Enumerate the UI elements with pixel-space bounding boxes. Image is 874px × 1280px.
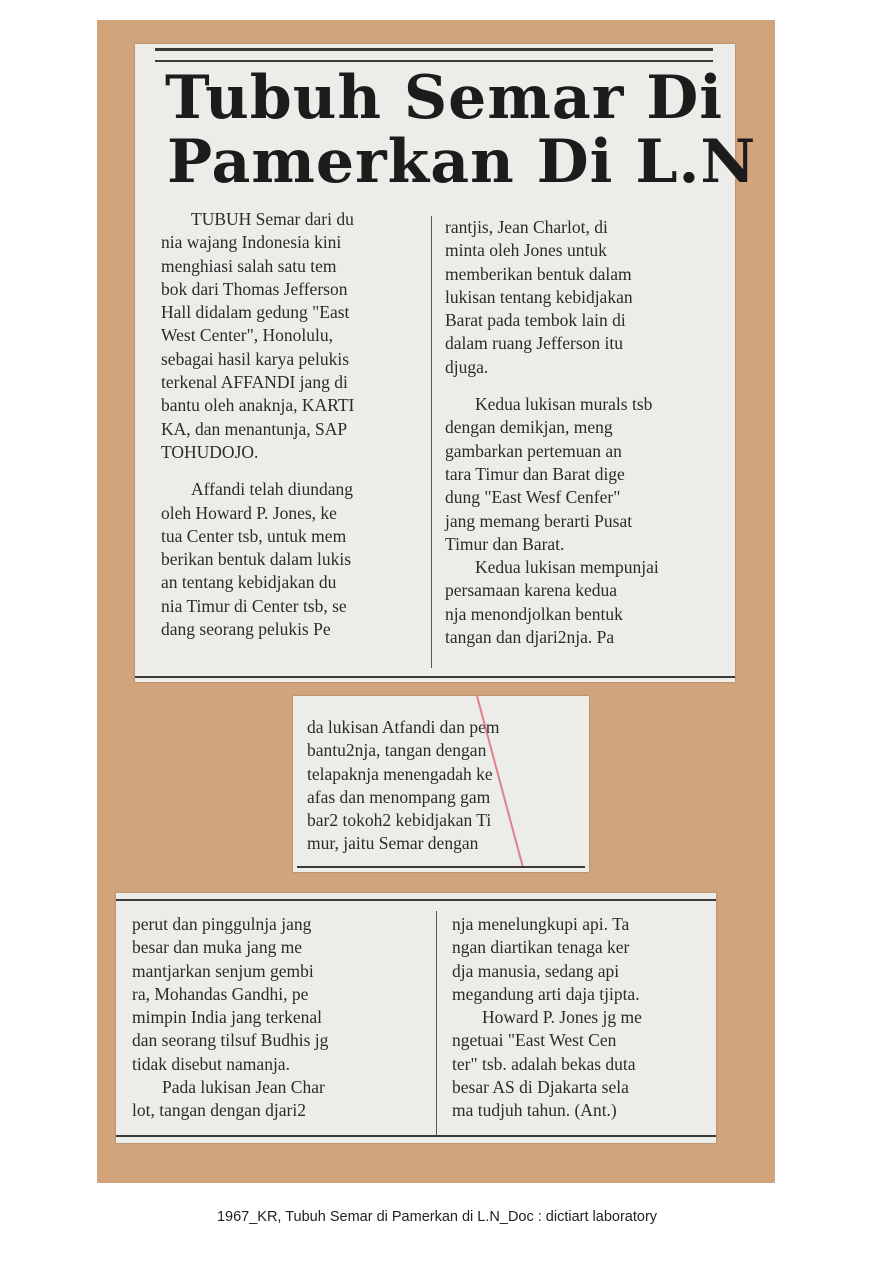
text-line: ngan diartikan tenaga ker — [452, 937, 630, 958]
newspaper-clipping-continuation — [293, 696, 589, 872]
column-divider — [431, 216, 432, 668]
text-line: mur, jaitu Semar dengan — [307, 833, 479, 854]
text-line: minta oleh Jones untuk — [445, 240, 607, 261]
bottom-rule — [297, 866, 585, 870]
text-line: Affandi telah diundang — [191, 479, 353, 500]
article-column-left — [161, 208, 423, 641]
text-line: persamaan karena kedua — [445, 580, 617, 601]
text-line: da lukisan Atfandi dan pem — [307, 717, 500, 737]
text-line: Pada lukisan Jean Char — [162, 1077, 325, 1098]
top-rule — [116, 899, 716, 903]
text-line: Timur dan Barat. — [445, 533, 565, 554]
newspaper-clipping-ending — [116, 893, 716, 1143]
text-line: dengan demikjan, meng — [445, 417, 613, 438]
text-line: bar2 tokoh2 kebidjakan Ti — [307, 810, 492, 831]
text-line: dan seorang tilsuf Budhis jg — [132, 1030, 329, 1051]
article-headline — [165, 63, 757, 197]
top-rule — [155, 48, 713, 62]
text-line: besar dan muka jang me — [132, 937, 303, 958]
text-line: TUBUH Semar dari du — [191, 209, 354, 229]
text-line: dung "East Wesf Cenfer" — [445, 487, 621, 508]
text-line: dalam ruang Jefferson itu — [445, 333, 624, 354]
text-line: megandung arti daja tjipta. — [452, 983, 640, 1004]
bottom-rule — [135, 676, 735, 682]
text-line: dja manusia, sedang api — [452, 960, 620, 981]
document-caption: 1967_KR, Tubuh Semar di Pamerkan di L.N_Doc : dictiart laboratory — [216, 1209, 658, 1225]
text-line: KA, dan menantunja, SAP — [161, 418, 348, 439]
text-line: gambarkan pertemuan an — [445, 440, 622, 461]
text-line: tua Center tsb, untuk mem — [161, 525, 347, 546]
text-line: jang memang berarti Pusat — [445, 510, 633, 531]
text-line: nia Timur di Center tsb, se — [161, 595, 347, 616]
text-line: rantjis, Jean Charlot, di — [445, 217, 608, 237]
text-line: berikan bentuk dalam lukis — [161, 549, 352, 570]
text-line: terkenal AFFANDI jang di — [161, 372, 348, 393]
text-line: Kedua lukisan murals tsb — [475, 394, 653, 415]
column-divider — [436, 911, 437, 1137]
paragraph-gap — [445, 379, 717, 393]
text-line: besar AS di Djakarta sela — [452, 1077, 629, 1098]
text-line: dang seorang pelukis Pe — [161, 619, 331, 640]
text-line: Kedua lukisan mempunjai — [475, 557, 659, 578]
text-line: ma tudjuh tahun. (Ant.) — [452, 1100, 617, 1121]
text-line: lot, tangan dengan djari2 — [132, 1100, 306, 1121]
bottom-rule — [116, 1135, 716, 1139]
text-line: nia wajang Indonesia kini — [161, 232, 342, 253]
text-line: tidak disebut namanja. — [132, 1053, 290, 1074]
article-column — [307, 716, 579, 856]
article-column-right — [445, 216, 717, 649]
text-line: Hall didalam gedung "East — [161, 302, 350, 323]
text-line: afas dan menompang gam — [307, 786, 491, 807]
text-line: telapaknja menengadah ke — [307, 763, 493, 784]
text-line: menghiasi salah satu tem — [161, 255, 337, 276]
text-line: mantjarkan senjum gembi — [132, 960, 314, 981]
paragraph-gap — [161, 464, 423, 478]
headline-line-1: Tubuh Semar Di — [165, 63, 724, 133]
text-line: tangan dan djari2nja. Pa — [445, 627, 615, 648]
text-line: TOHUDOJO. — [161, 441, 259, 462]
text-line: oleh Howard P. Jones, ke — [161, 502, 337, 523]
text-line: Howard P. Jones jg me — [482, 1007, 642, 1028]
text-line: nja menelungkupi api. Ta — [452, 914, 630, 934]
text-line: lukisan tentang kebidjakan — [445, 286, 633, 307]
text-line: ter" tsb. adalah bekas duta — [452, 1053, 636, 1074]
text-line: mimpin India jang terkenal — [132, 1007, 323, 1028]
text-line: memberikan bentuk dalam — [445, 263, 632, 284]
text-line: sebagai hasil karya pelukis — [161, 348, 350, 369]
text-line: bantu oleh anaknja, KARTI — [161, 395, 355, 416]
text-line: perut dan pinggulnja jang — [132, 914, 312, 934]
article-column-left — [132, 913, 418, 1123]
text-line: ngetuai "East West Cen — [452, 1030, 617, 1051]
headline-line-2: Pamerkan Di L.N — [167, 127, 757, 197]
text-line: ra, Mohandas Gandhi, pe — [132, 983, 309, 1004]
text-line: nja menondjolkan bentuk — [445, 603, 623, 624]
text-line: djuga. — [445, 356, 489, 377]
text-line: bantu2nja, tangan dengan — [307, 740, 487, 761]
text-line: West Center", Honolulu, — [161, 325, 333, 346]
text-line: bok dari Thomas Jefferson — [161, 278, 348, 299]
text-line: Barat pada tembok lain di — [445, 310, 626, 331]
text-line: tara Timur dan Barat dige — [445, 463, 625, 484]
newspaper-clipping-main — [135, 44, 757, 682]
article-column-right — [452, 913, 708, 1123]
text-line: an tentang kebidjakan du — [161, 572, 337, 593]
